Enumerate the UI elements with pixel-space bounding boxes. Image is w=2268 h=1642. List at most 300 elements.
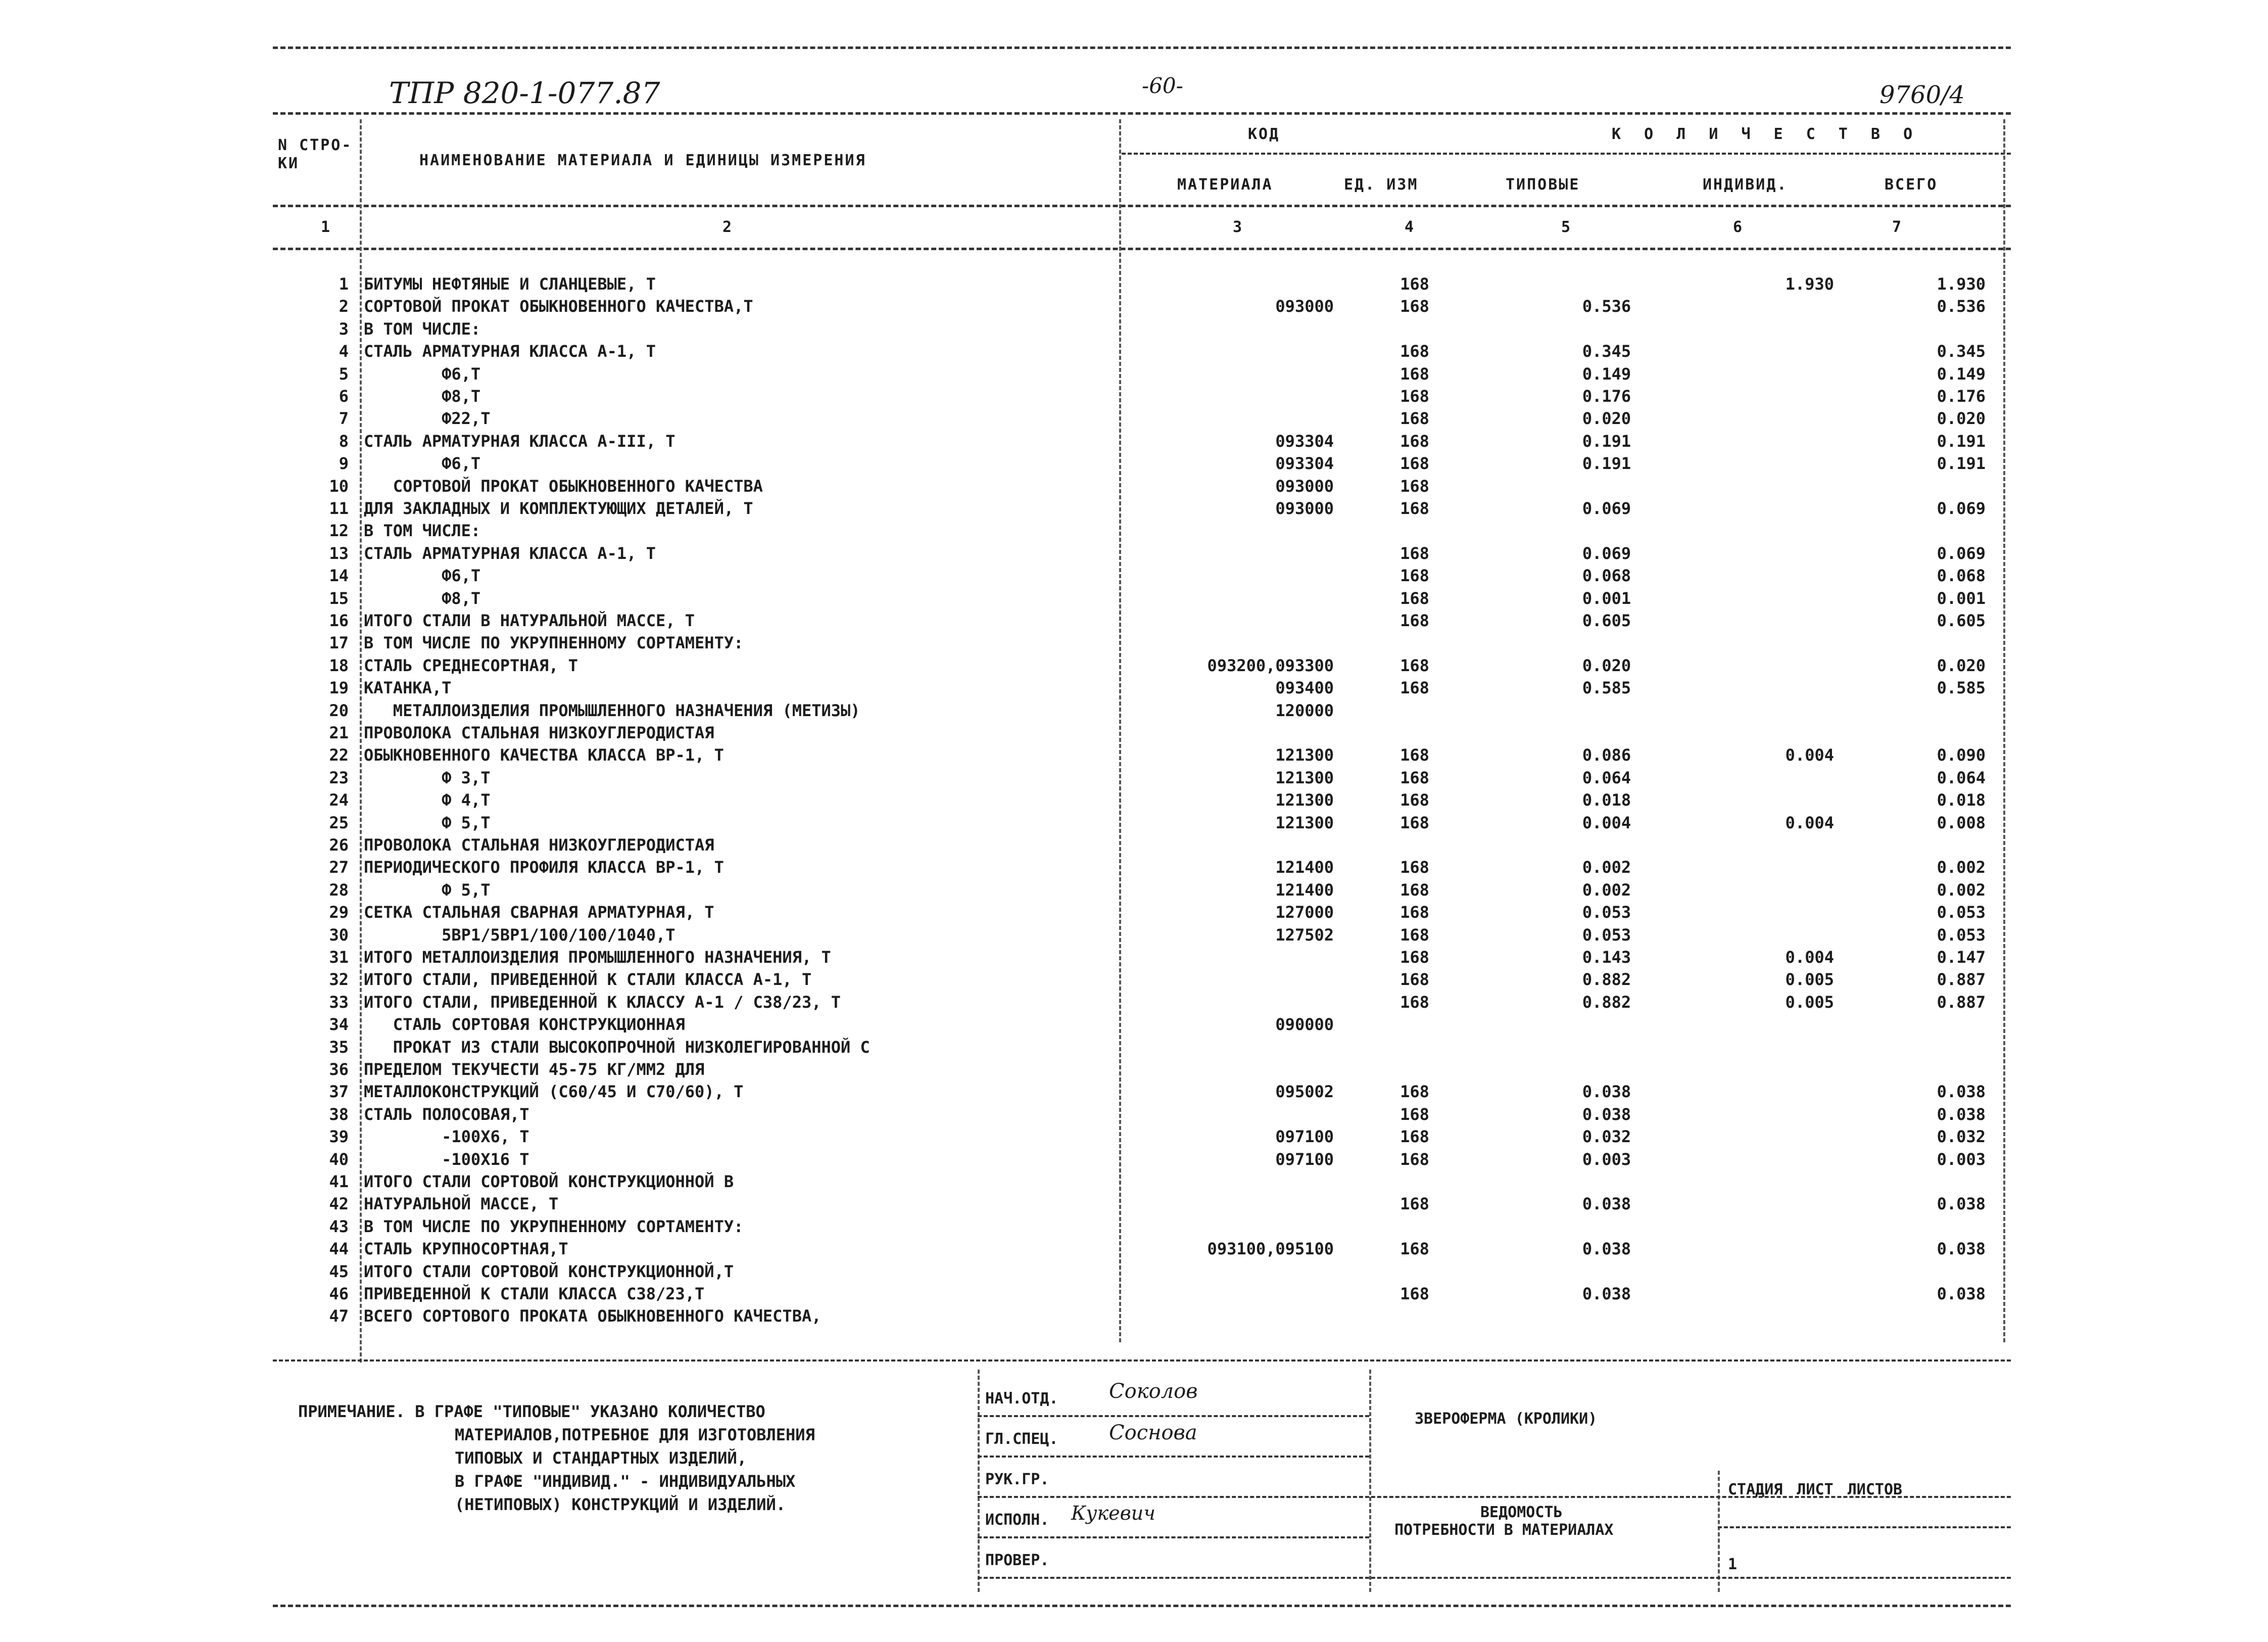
cell-no: 28 <box>329 880 349 900</box>
cell-code: 121300 <box>1275 813 1334 832</box>
cell-no: 3 <box>339 319 349 339</box>
cell-tot: 0.887 <box>1937 992 1986 1012</box>
cell-unit: 168 <box>1400 364 1429 384</box>
cell-no: 19 <box>329 678 349 698</box>
table-row <box>0 318 2268 340</box>
cell-typ: 0.053 <box>1582 903 1631 922</box>
cell-unit: 168 <box>1400 813 1429 832</box>
cell-name: В ТОМ ЧИСЛЕ: <box>364 521 481 541</box>
cell-tot: 0.069 <box>1937 543 1986 563</box>
cell-name: БИТУМЫ НЕФТЯНЫЕ И СЛАНЦЕВЫЕ, Т <box>364 274 656 294</box>
table-bottom-line <box>273 1359 2011 1362</box>
cell-no: 27 <box>329 858 349 877</box>
stamp-stage-header: СТАДИЯ ЛИСТ ЛИСТОВ <box>1728 1481 1903 1498</box>
cell-typ: 0.069 <box>1582 499 1631 518</box>
table-row <box>0 1103 2268 1125</box>
cell-typ: 0.038 <box>1582 1194 1631 1214</box>
table-row <box>0 991 2268 1013</box>
cell-unit: 168 <box>1400 274 1429 294</box>
col-code-group: КОД <box>1248 125 1280 143</box>
cell-name: СТАЛЬ ПОЛОСОВАЯ,Т <box>364 1104 529 1124</box>
cell-code: 121300 <box>1275 745 1334 765</box>
cell-name: ОБЫКНОВЕННОГО КАЧЕСТВА КЛАССА ВР-1, Т <box>364 745 724 765</box>
cell-tot: 0.069 <box>1937 499 1986 518</box>
cell-unit: 168 <box>1400 1239 1429 1259</box>
cell-typ: 0.032 <box>1582 1127 1631 1147</box>
cell-unit: 168 <box>1400 454 1429 474</box>
cell-code: 093000 <box>1275 297 1334 316</box>
table-row <box>0 542 2268 565</box>
col-no-label: N СТРО- КИ <box>278 136 353 172</box>
cell-tot: 0.176 <box>1937 387 1986 406</box>
cell-tot: 0.038 <box>1937 1104 1986 1124</box>
table-row <box>0 744 2268 766</box>
stamp-executor: ИСПОЛН. <box>985 1511 1049 1529</box>
cell-tot: 0.585 <box>1937 678 1986 698</box>
cell-name: МЕТАЛЛОКОНСТРУКЦИЙ (С60/45 И С70/60), Т <box>364 1082 744 1102</box>
cell-name: ПРЕДЕЛОМ ТЕКУЧЕСТИ 45-75 КГ/ММ2 ДЛЯ <box>364 1060 705 1079</box>
cell-name: ИТОГО СТАЛИ СОРТОВОЙ КОНСТРУКЦИОННОЙ,Т <box>364 1261 734 1281</box>
cell-code: 127000 <box>1275 903 1334 922</box>
cell-tot: 0.053 <box>1937 903 1986 922</box>
cell-name: Ф 4,Т <box>364 790 491 810</box>
cell-no: 45 <box>329 1261 349 1281</box>
cell-unit: 168 <box>1400 678 1429 698</box>
cell-tot: 0.002 <box>1937 858 1986 877</box>
signature-head-dept: Соколов <box>1109 1380 1198 1403</box>
cell-name: ПРОКАТ ИЗ СТАЛИ ВЫСОКОПРОЧНОЙ НИЗКОЛЕГИРОВАННОЙ С <box>364 1037 870 1057</box>
cell-code: 097100 <box>1275 1127 1334 1147</box>
cell-code: 093200,093300 <box>1207 655 1334 675</box>
cell-name: -100Х6, Т <box>364 1127 529 1147</box>
cell-tot: 0.003 <box>1937 1149 1986 1169</box>
cell-unit: 168 <box>1400 387 1429 406</box>
cell-typ: 0.004 <box>1582 813 1631 832</box>
table-row <box>0 834 2268 856</box>
header-bottom-line <box>273 205 2011 207</box>
table-row <box>0 677 2268 699</box>
table-row <box>0 520 2268 542</box>
table-row <box>0 1305 2268 1327</box>
cell-no: 25 <box>329 813 349 832</box>
cell-code: 095002 <box>1275 1082 1334 1102</box>
cell-no: 37 <box>329 1082 349 1102</box>
stamp-chief-spec: ГЛ.СПЕЦ. <box>985 1430 1058 1448</box>
cell-ind: 0.004 <box>1785 813 1834 832</box>
cell-name: ИТОГО СТАЛИ СОРТОВОЙ КОНСТРУКЦИОННОЙ В <box>364 1172 734 1191</box>
cell-tot: 0.008 <box>1937 813 1986 832</box>
page-number: -60- <box>1142 73 1183 98</box>
table-row <box>0 1058 2268 1081</box>
cell-name: СТАЛЬ СРЕДНЕСОРТНАЯ, Т <box>364 655 578 675</box>
cell-code: 127502 <box>1275 925 1334 945</box>
cell-unit: 168 <box>1400 745 1429 765</box>
cell-unit: 168 <box>1400 880 1429 900</box>
cell-no: 2 <box>339 297 349 316</box>
cell-unit: 168 <box>1400 543 1429 563</box>
table-row <box>0 901 2268 923</box>
cell-typ: 0.002 <box>1582 880 1631 900</box>
cell-no: 10 <box>329 476 349 496</box>
note-line-4: В ГРАФЕ "ИНДИВИД." - ИНДИВИДУАЛЬНЫХ <box>455 1472 796 1491</box>
stamp-doc-name-1: ВЕДОМОСТЬ <box>1480 1504 1563 1521</box>
cell-unit: 168 <box>1400 1104 1429 1124</box>
doc-code: ТПР 820-1-077.87 <box>389 76 660 110</box>
cell-no: 33 <box>329 992 349 1012</box>
cell-code: 121400 <box>1275 880 1334 900</box>
cell-name: СОРТОВОЙ ПРОКАТ ОБЫКНОВЕННОГО КАЧЕСТВА,Т <box>364 297 753 316</box>
cell-name: Ф6,Т <box>364 566 481 586</box>
cell-no: 41 <box>329 1172 349 1191</box>
cell-code: 120000 <box>1275 700 1334 720</box>
cell-no: 6 <box>339 387 349 406</box>
cell-no: 40 <box>329 1149 349 1169</box>
cell-no: 4 <box>339 342 349 361</box>
cell-no: 43 <box>329 1216 349 1236</box>
cell-no: 32 <box>329 970 349 990</box>
cell-no: 29 <box>329 903 349 922</box>
table-row <box>0 924 2268 946</box>
table-row <box>0 812 2268 834</box>
col-code-material: МАТЕРИАЛА <box>1177 176 1273 194</box>
col-num-7: 7 <box>1892 218 1903 236</box>
col-individual: ИНДИВИД. <box>1703 176 1788 194</box>
cell-tot: 0.191 <box>1937 431 1986 451</box>
stamp-doc-name-2: ПОТРЕБНОСТИ В МАТЕРИАЛАХ <box>1394 1521 1614 1539</box>
cell-no: 11 <box>329 499 349 518</box>
cell-unit: 168 <box>1400 588 1429 608</box>
cell-unit: 168 <box>1400 858 1429 877</box>
top-border-line <box>273 46 2011 49</box>
table-row <box>0 407 2268 430</box>
table-row <box>0 1013 2268 1036</box>
note-line-3: ТИПОВЫХ И СТАНДАРТНЫХ ИЗДЕЛИЙ, <box>455 1448 747 1468</box>
stamp-sheet-number: 1 <box>1728 1556 1738 1573</box>
cell-no: 23 <box>329 768 349 787</box>
cell-name: СТАЛЬ АРМАТУРНАЯ КЛАССА А-1, Т <box>364 342 656 361</box>
cell-typ: 0.069 <box>1582 543 1631 563</box>
cell-tot: 0.887 <box>1937 970 1986 990</box>
cell-name: НАТУРАЛЬНОЙ МАССЕ, Т <box>364 1194 559 1214</box>
cell-tot: 0.345 <box>1937 342 1986 361</box>
table-row <box>0 497 2268 520</box>
cell-tot: 0.038 <box>1937 1194 1986 1214</box>
table-row <box>0 1170 2268 1193</box>
table-row <box>0 385 2268 407</box>
table-row <box>0 475 2268 497</box>
cell-no: 8 <box>339 431 349 451</box>
cell-unit: 168 <box>1400 297 1429 316</box>
cell-unit: 168 <box>1400 611 1429 630</box>
cell-no: 31 <box>329 948 349 967</box>
cell-tot: 0.032 <box>1937 1127 1986 1147</box>
cell-ind: 0.005 <box>1785 992 1834 1012</box>
cell-typ: 0.882 <box>1582 992 1631 1012</box>
stamp-head-dept: НАЧ.ОТД. <box>985 1390 1058 1408</box>
cell-no: 13 <box>329 543 349 563</box>
cell-no: 42 <box>329 1194 349 1214</box>
cell-typ: 0.086 <box>1582 745 1631 765</box>
table-row <box>0 273 2268 295</box>
col-code-unit: ЕД. ИЗМ <box>1344 176 1419 194</box>
cell-code: 121400 <box>1275 858 1334 877</box>
cell-tot: 0.090 <box>1937 745 1986 765</box>
cell-tot: 0.605 <box>1937 611 1986 630</box>
cell-name: ДЛЯ ЗАКЛАДНЫХ И КОМПЛЕКТУЮЩИХ ДЕТАЛЕЙ, Т <box>364 499 753 518</box>
cell-typ: 0.191 <box>1582 431 1631 451</box>
cell-typ: 0.038 <box>1582 1082 1631 1102</box>
signature-chief-spec: Соснова <box>1109 1421 1197 1444</box>
cell-name: КАТАНКА,Т <box>364 678 452 698</box>
cell-unit: 168 <box>1400 409 1429 429</box>
cell-no: 14 <box>329 566 349 586</box>
table-row <box>0 295 2268 317</box>
table-row <box>0 452 2268 475</box>
cell-no: 22 <box>329 745 349 765</box>
cell-name: СТАЛЬ КРУПНОСОРТНАЯ,Т <box>364 1239 568 1259</box>
cell-code: 093000 <box>1275 476 1334 496</box>
table-row <box>0 1238 2268 1260</box>
cell-unit: 168 <box>1400 992 1429 1012</box>
cell-typ: 0.003 <box>1582 1149 1631 1169</box>
table-row <box>0 879 2268 901</box>
cell-name: Ф8,Т <box>364 588 481 608</box>
cell-name: Ф 5,Т <box>364 813 491 832</box>
table-row <box>0 1081 2268 1103</box>
cell-code: 093100,095100 <box>1207 1239 1334 1259</box>
cell-unit: 168 <box>1400 566 1429 586</box>
col-num-5: 5 <box>1561 218 1572 236</box>
col-typical: ТИПОВЫЕ <box>1506 176 1580 194</box>
cell-unit: 168 <box>1400 499 1429 518</box>
cell-typ: 0.038 <box>1582 1239 1631 1259</box>
cell-no: 7 <box>339 409 349 429</box>
cell-typ: 0.143 <box>1582 948 1631 967</box>
cell-code: 097100 <box>1275 1149 1334 1169</box>
table-row <box>0 1036 2268 1058</box>
table-row <box>0 1260 2268 1283</box>
cell-name: ИТОГО СТАЛИ В НАТУРАЛЬНОЙ МАССЕ, Т <box>364 611 695 630</box>
table-row <box>0 767 2268 789</box>
cell-name: В ТОМ ЧИСЛЕ ПО УКРУПНЕННОМУ СОРТАМЕНТУ: <box>364 1216 744 1236</box>
cell-name: ПРОВОЛОКА СТАЛЬНАЯ НИЗКОУГЛЕРОДИСТАЯ <box>364 723 714 742</box>
cell-unit: 168 <box>1400 903 1429 922</box>
cell-tot: 0.038 <box>1937 1082 1986 1102</box>
cell-ind: 0.004 <box>1785 948 1834 967</box>
table-row <box>0 789 2268 811</box>
cell-name: Ф22,Т <box>364 409 491 429</box>
cell-code: 093400 <box>1275 678 1334 698</box>
cell-unit: 168 <box>1400 948 1429 967</box>
signature-executor: Кукевич <box>1071 1502 1155 1524</box>
col-num-3: 3 <box>1233 218 1244 236</box>
stamp-checker: ПРОВЕР. <box>985 1552 1049 1569</box>
cell-tot: 0.020 <box>1937 409 1986 429</box>
cell-unit: 168 <box>1400 1194 1429 1214</box>
cell-no: 5 <box>339 364 349 384</box>
cell-typ: 0.020 <box>1582 409 1631 429</box>
cell-tot: 0.038 <box>1937 1239 1986 1259</box>
cell-typ: 0.038 <box>1582 1104 1631 1124</box>
cell-no: 1 <box>339 274 349 294</box>
cell-typ: 0.191 <box>1582 454 1631 474</box>
cell-no: 17 <box>329 633 349 653</box>
col-num-4: 4 <box>1405 218 1416 236</box>
cell-name: ПРИВЕДЕННОЙ К СТАЛИ КЛАССА С38/23,Т <box>364 1284 705 1303</box>
cell-typ: 0.176 <box>1582 387 1631 406</box>
cell-name: СТАЛЬ АРМАТУРНАЯ КЛАССА А-III, Т <box>364 431 675 451</box>
cell-no: 24 <box>329 790 349 810</box>
table-row <box>0 1283 2268 1305</box>
col-num-2: 2 <box>722 218 734 236</box>
cell-name: 5ВР1/5ВР1/100/100/1040,Т <box>364 925 675 945</box>
cell-tot: 0.053 <box>1937 925 1986 945</box>
table-row <box>0 430 2268 452</box>
cell-tot: 0.149 <box>1937 364 1986 384</box>
cell-tot: 0.018 <box>1937 790 1986 810</box>
table-row <box>0 946 2268 968</box>
cell-typ: 0.018 <box>1582 790 1631 810</box>
cell-typ: 0.053 <box>1582 925 1631 945</box>
cell-no: 35 <box>329 1037 349 1057</box>
column-number-line <box>273 248 2011 250</box>
table-row <box>0 587 2268 609</box>
cell-tot: 0.064 <box>1937 768 1986 787</box>
table-row <box>0 1125 2268 1148</box>
cell-name: -100Х16 Т <box>364 1149 529 1169</box>
table-row <box>0 340 2268 362</box>
table-row <box>0 609 2268 632</box>
cell-no: 16 <box>329 611 349 630</box>
cell-tot: 0.068 <box>1937 566 1986 586</box>
cell-unit: 168 <box>1400 790 1429 810</box>
table-row <box>0 632 2268 654</box>
cell-name: Ф 3,Т <box>364 768 491 787</box>
table-row <box>0 856 2268 878</box>
cell-typ: 0.064 <box>1582 768 1631 787</box>
cell-no: 39 <box>329 1127 349 1147</box>
cell-name: ИТОГО МЕТАЛЛОИЗДЕЛИЯ ПРОМЫШЛЕННОГО НАЗНАЧЕНИЯ, Т <box>364 948 831 967</box>
col-total: ВСЕГО <box>1885 176 1938 194</box>
col-qty-group: К О Л И Ч Е С Т В О <box>1612 125 1920 143</box>
cell-tot: 0.001 <box>1937 588 1986 608</box>
cell-typ: 0.345 <box>1582 342 1631 361</box>
cell-typ: 0.536 <box>1582 297 1631 316</box>
table-row <box>0 654 2268 677</box>
cell-typ: 0.002 <box>1582 858 1631 877</box>
cell-name: МЕТАЛЛОИЗДЕЛИЯ ПРОМЫШЛЕННОГО НАЗНАЧЕНИЯ (МЕТИЗЫ) <box>364 700 860 720</box>
cell-ind: 0.004 <box>1785 745 1834 765</box>
stamp-group-lead: РУК.ГР. <box>985 1471 1049 1488</box>
note-line-5: (НЕТИПОВЫХ) КОНСТРУКЦИЙ И ИЗДЕЛИЙ. <box>455 1495 786 1514</box>
cell-name: СОРТОВОЙ ПРОКАТ ОБЫКНОВЕННОГО КАЧЕСТВА <box>364 476 763 496</box>
cell-tot: 0.536 <box>1937 297 1986 316</box>
cell-name: ПЕРИОДИЧЕСКОГО ПРОФИЛЯ КЛАССА ВР-1, Т <box>364 858 724 877</box>
cell-typ: 0.068 <box>1582 566 1631 586</box>
cell-name: ПРОВОЛОКА СТАЛЬНАЯ НИЗКОУГЛЕРОДИСТАЯ <box>364 835 714 855</box>
table-row <box>0 1193 2268 1215</box>
cell-unit: 168 <box>1400 1284 1429 1303</box>
cell-name: СТАЛЬ АРМАТУРНАЯ КЛАССА А-1, Т <box>364 543 656 563</box>
cell-ind: 0.005 <box>1785 970 1834 990</box>
cell-name: Ф6,Т <box>364 454 481 474</box>
cell-typ: 0.020 <box>1582 655 1631 675</box>
cell-no: 38 <box>329 1104 349 1124</box>
cell-code: 093000 <box>1275 499 1334 518</box>
cell-no: 12 <box>329 521 349 541</box>
col-num-6: 6 <box>1733 218 1744 236</box>
cell-typ: 0.038 <box>1582 1284 1631 1303</box>
cell-unit: 168 <box>1400 1082 1429 1102</box>
table-row <box>0 565 2268 587</box>
cell-unit: 168 <box>1400 476 1429 496</box>
cell-no: 34 <box>329 1015 349 1035</box>
cell-code: 090000 <box>1275 1015 1334 1035</box>
cell-name: Ф 5,Т <box>364 880 491 900</box>
cell-tot: 1.930 <box>1937 274 1986 294</box>
cell-no: 44 <box>329 1239 349 1259</box>
cell-tot: 0.147 <box>1937 948 1986 967</box>
note-line-2: МАТЕРИАЛОВ,ПОТРЕБНОЕ ДЛЯ ИЗГОТОВЛЕНИЯ <box>455 1425 815 1444</box>
cell-unit: 168 <box>1400 655 1429 675</box>
cell-unit: 168 <box>1400 925 1429 945</box>
table-row <box>0 1148 2268 1170</box>
cell-no: 47 <box>329 1306 349 1326</box>
cell-no: 26 <box>329 835 349 855</box>
cell-code: 121300 <box>1275 768 1334 787</box>
cell-code: 093304 <box>1275 454 1334 474</box>
cell-unit: 168 <box>1400 1127 1429 1147</box>
cell-name: ИТОГО СТАЛИ, ПРИВЕДЕННОЙ К КЛАССУ А-1 / С38/23, Т <box>364 992 841 1012</box>
header-mid-line <box>1122 153 2011 155</box>
col-name-label: НАИМЕНОВАНИЕ МАТЕРИАЛА И ЕДИНИЦЫ ИЗМЕРЕНИЯ <box>419 152 866 169</box>
sheet-code: 9760/4 <box>1879 81 1965 109</box>
cell-no: 46 <box>329 1284 349 1303</box>
cell-no: 36 <box>329 1060 349 1079</box>
bottom-border-line <box>273 1605 2011 1607</box>
cell-typ: 0.149 <box>1582 364 1631 384</box>
cell-no: 9 <box>339 454 349 474</box>
table-row <box>0 968 2268 991</box>
cell-name: ИТОГО СТАЛИ, ПРИВЕДЕННОЙ К СТАЛИ КЛАССА А-1, Т <box>364 970 812 990</box>
cell-code: 093304 <box>1275 431 1334 451</box>
header-top-line <box>273 112 2011 115</box>
cell-tot: 0.020 <box>1937 655 1986 675</box>
cell-no: 20 <box>329 700 349 720</box>
cell-tot: 0.038 <box>1937 1284 1986 1303</box>
cell-unit: 168 <box>1400 342 1429 361</box>
stamp-object-title: ЗВЕРОФЕРМА (КРОЛИКИ) <box>1415 1410 1598 1428</box>
cell-code: 121300 <box>1275 790 1334 810</box>
cell-name: Ф6,Т <box>364 364 481 384</box>
col-num-1: 1 <box>321 218 332 236</box>
cell-unit: 168 <box>1400 1149 1429 1169</box>
cell-no: 18 <box>329 655 349 675</box>
cell-no: 21 <box>329 723 349 742</box>
cell-typ: 0.001 <box>1582 588 1631 608</box>
cell-tot: 0.002 <box>1937 880 1986 900</box>
table-row <box>0 722 2268 744</box>
cell-name: В ТОМ ЧИСЛЕ: <box>364 319 481 339</box>
note-line-1: ПРИМЕЧАНИЕ. В ГРАФЕ "ТИПОВЫЕ" УКАЗАНО КОЛИЧЕСТВО <box>298 1402 765 1421</box>
table-row <box>0 363 2268 385</box>
cell-unit: 168 <box>1400 970 1429 990</box>
cell-unit: 168 <box>1400 768 1429 787</box>
cell-typ: 0.605 <box>1582 611 1631 630</box>
cell-name: Ф8,Т <box>364 387 481 406</box>
cell-name: ВСЕГО СОРТОВОГО ПРОКАТА ОБЫКНОВЕННОГО КАЧЕСТВА, <box>364 1306 822 1326</box>
cell-tot: 0.191 <box>1937 454 1986 474</box>
